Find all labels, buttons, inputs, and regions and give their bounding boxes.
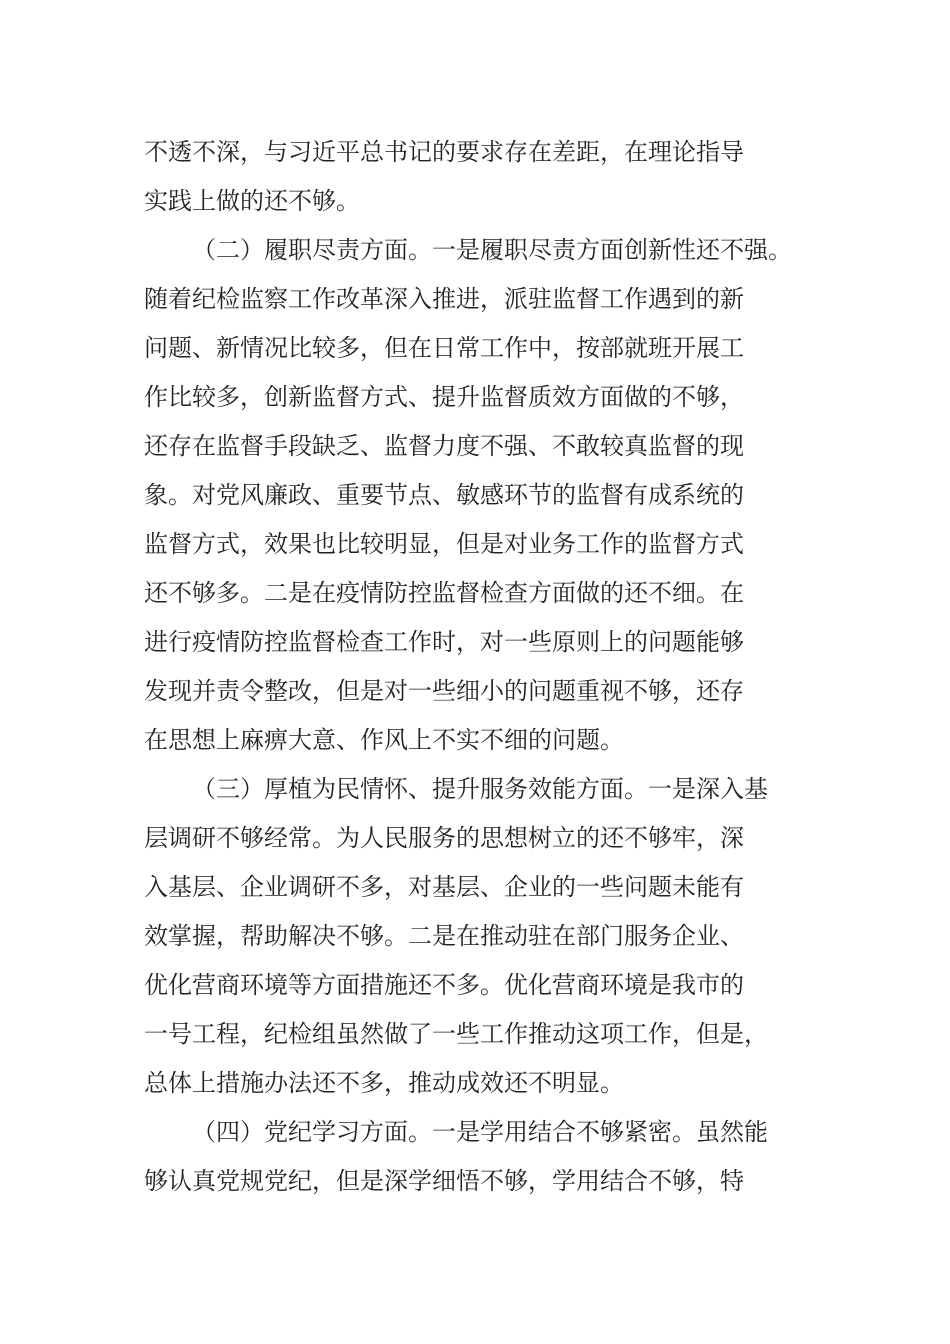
section-heading-line: （四）党纪学习方面。一是学用结合不够紧密。虽然能: [192, 1118, 768, 1146]
text-line: 在思想上麻痹大意、作风上不实不细的问题。: [144, 726, 624, 754]
body-text: [144, 128, 834, 1206]
text-line: 优化营商环境等方面措施还不多。优化营商环境是我市的: [144, 971, 744, 999]
text-line: 入基层、企业调研不多，对基层、企业的一些问题未能有: [144, 873, 744, 901]
section-heading-line: （二）履职尽责方面。一是履职尽责方面创新性还不强。: [192, 236, 792, 264]
text-line: 一号工程，纪检组虽然做了一些工作推动这项工作，但是，: [144, 1020, 768, 1048]
text-line: 层调研不够经常。为人民服务的思想树立的还不够牢，深: [144, 824, 744, 852]
section-heading-line: （三）厚植为民情怀、提升服务效能方面。一是深入基: [192, 775, 768, 803]
text-line: 进行疫情防控监督检查工作时，对一些原则上的问题能够: [144, 628, 744, 656]
text-line: 随着纪检监察工作改革深入推进，派驻监督工作遇到的新: [144, 285, 744, 313]
text-line: 监督方式，效果也比较明显，但是对业务工作的监督方式: [144, 530, 744, 558]
text-line: 效掌握，帮助解决不够。二是在推动驻在部门服务企业、: [144, 922, 744, 950]
text-line: 问题、新情况比较多，但在日常工作中，按部就班开展工: [144, 334, 744, 362]
text-line: 够认真党规党纪，但是深学细悟不够，学用结合不够，特: [144, 1167, 744, 1195]
text-line: 象。对党风廉政、重要节点、敏感环节的监督有成系统的: [144, 481, 744, 509]
text-line: 总体上措施办法还不多，推动成效还不明显。: [144, 1069, 624, 1097]
text-line: 发现并责令整改，但是对一些细小的问题重视不够，还存: [144, 677, 744, 705]
text-line: 还不够多。二是在疫情防控监督检查方面做的还不细。在: [144, 579, 744, 607]
text-line: 不透不深，与习近平总书记的要求存在差距，在理论指导: [144, 138, 744, 166]
text-line: 还存在监督手段缺乏、监督力度不强、不敢较真监督的现: [144, 432, 744, 460]
text-line: 作比较多，创新监督方式、提升监督质效方面做的不够，: [144, 383, 744, 411]
text-line: 实践上做的还不够。: [144, 187, 360, 215]
